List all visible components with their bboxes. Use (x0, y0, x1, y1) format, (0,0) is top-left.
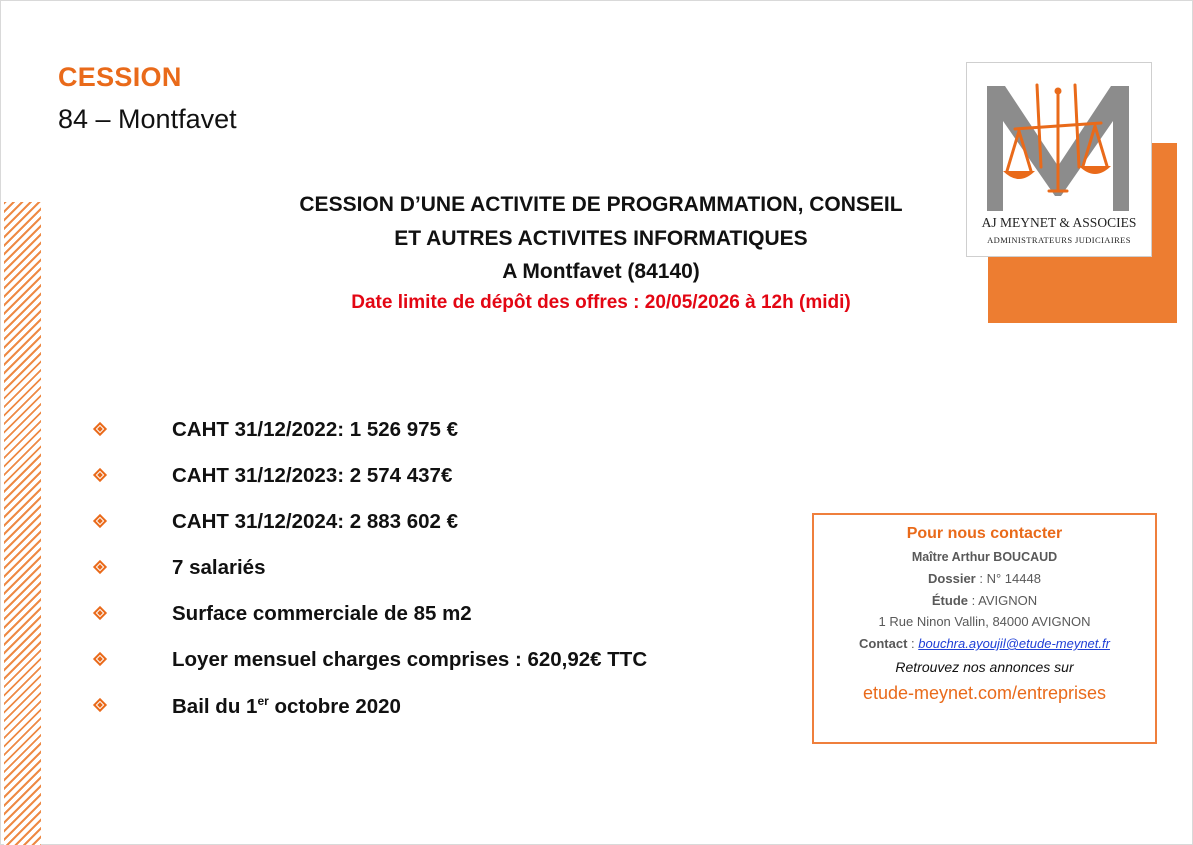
contact-separator: : (907, 636, 919, 651)
category-label: CESSION (58, 62, 182, 92)
list-item (92, 407, 647, 453)
dossier-value: : N° 14448 (975, 571, 1041, 586)
list-item (92, 499, 647, 545)
etude-value: : AVIGNON (968, 593, 1038, 608)
diamond-bullet-icon (92, 651, 110, 669)
contact-label: Contact (859, 636, 908, 651)
contact-title: Pour nous contacter (906, 525, 1063, 542)
website-link[interactable]: etude-meynet.com/entreprises (862, 683, 1107, 703)
diamond-bullet-icon (92, 605, 110, 623)
contact-name: Maître Arthur BOUCAUD (911, 550, 1058, 564)
lease-suffix: octobre 2020 (268, 694, 401, 718)
list-item-text: CAHT 31/12/2024: 2 883 602 € (172, 510, 459, 533)
diamond-bullet-icon (92, 421, 110, 439)
contact-dossier (814, 571, 1155, 586)
contact-address: 1 Rue Ninon Vallin, 84000 AVIGNON (878, 614, 1091, 629)
diamond-bullet-icon (92, 467, 110, 485)
location-label: 84 – Montfavet (58, 104, 237, 134)
list-item (92, 637, 647, 683)
headline-line-2: ET AUTRES ACTIVITES INFORMATIQUES (394, 227, 808, 250)
contact-line (814, 636, 1155, 651)
list-item-text: CAHT 31/12/2022: 1 526 975 € (172, 418, 459, 441)
decorative-hatch-bar (4, 202, 41, 845)
dossier-label: Dossier (928, 571, 976, 586)
list-item (92, 591, 647, 637)
list-item (92, 545, 647, 591)
list-item-text: CAHT 31/12/2023: 2 574 437€ (172, 464, 453, 487)
etude-label: Étude (931, 593, 968, 608)
list-item-text: 7 salariés (172, 556, 266, 579)
diamond-bullet-icon (92, 697, 110, 715)
diamond-bullet-icon (92, 559, 110, 577)
logo-company-name: AJ MEYNET & ASSOCIES (981, 215, 1137, 230)
list-item (92, 683, 647, 729)
contact-email-link[interactable]: bouchra.ayoujil@etude-meynet.fr (918, 636, 1110, 651)
lease-prefix: Bail du 1 (172, 694, 258, 718)
logo-company-subtitle: ADMINISTRATEURS JUDICIAIRES (987, 235, 1131, 245)
list-item-text: Loyer mensuel charges comprises : 620,92€ TTC (172, 648, 648, 671)
diamond-bullet-icon (92, 513, 110, 531)
lease-start-text (172, 694, 401, 719)
key-facts-list (92, 407, 647, 729)
contact-retrouvez: Retrouvez nos annonces sur (895, 659, 1074, 675)
headline-line-3: A Montfavet (84140) (502, 260, 700, 283)
list-item (92, 453, 647, 499)
headline-line-1: CESSION D’UNE ACTIVITE DE PROGRAMMATION, CONSEIL (299, 193, 903, 216)
lease-superscript: er (257, 693, 269, 708)
contact-etude (814, 593, 1155, 608)
contact-box (812, 513, 1157, 744)
company-logo (966, 62, 1152, 257)
offer-deadline: Date limite de dépôt des offres : 20/05/2026 à 12h (midi) (351, 292, 851, 313)
list-item-text: Surface commerciale de 85 m2 (172, 602, 472, 625)
scales-of-justice-logo-icon (977, 71, 1139, 221)
